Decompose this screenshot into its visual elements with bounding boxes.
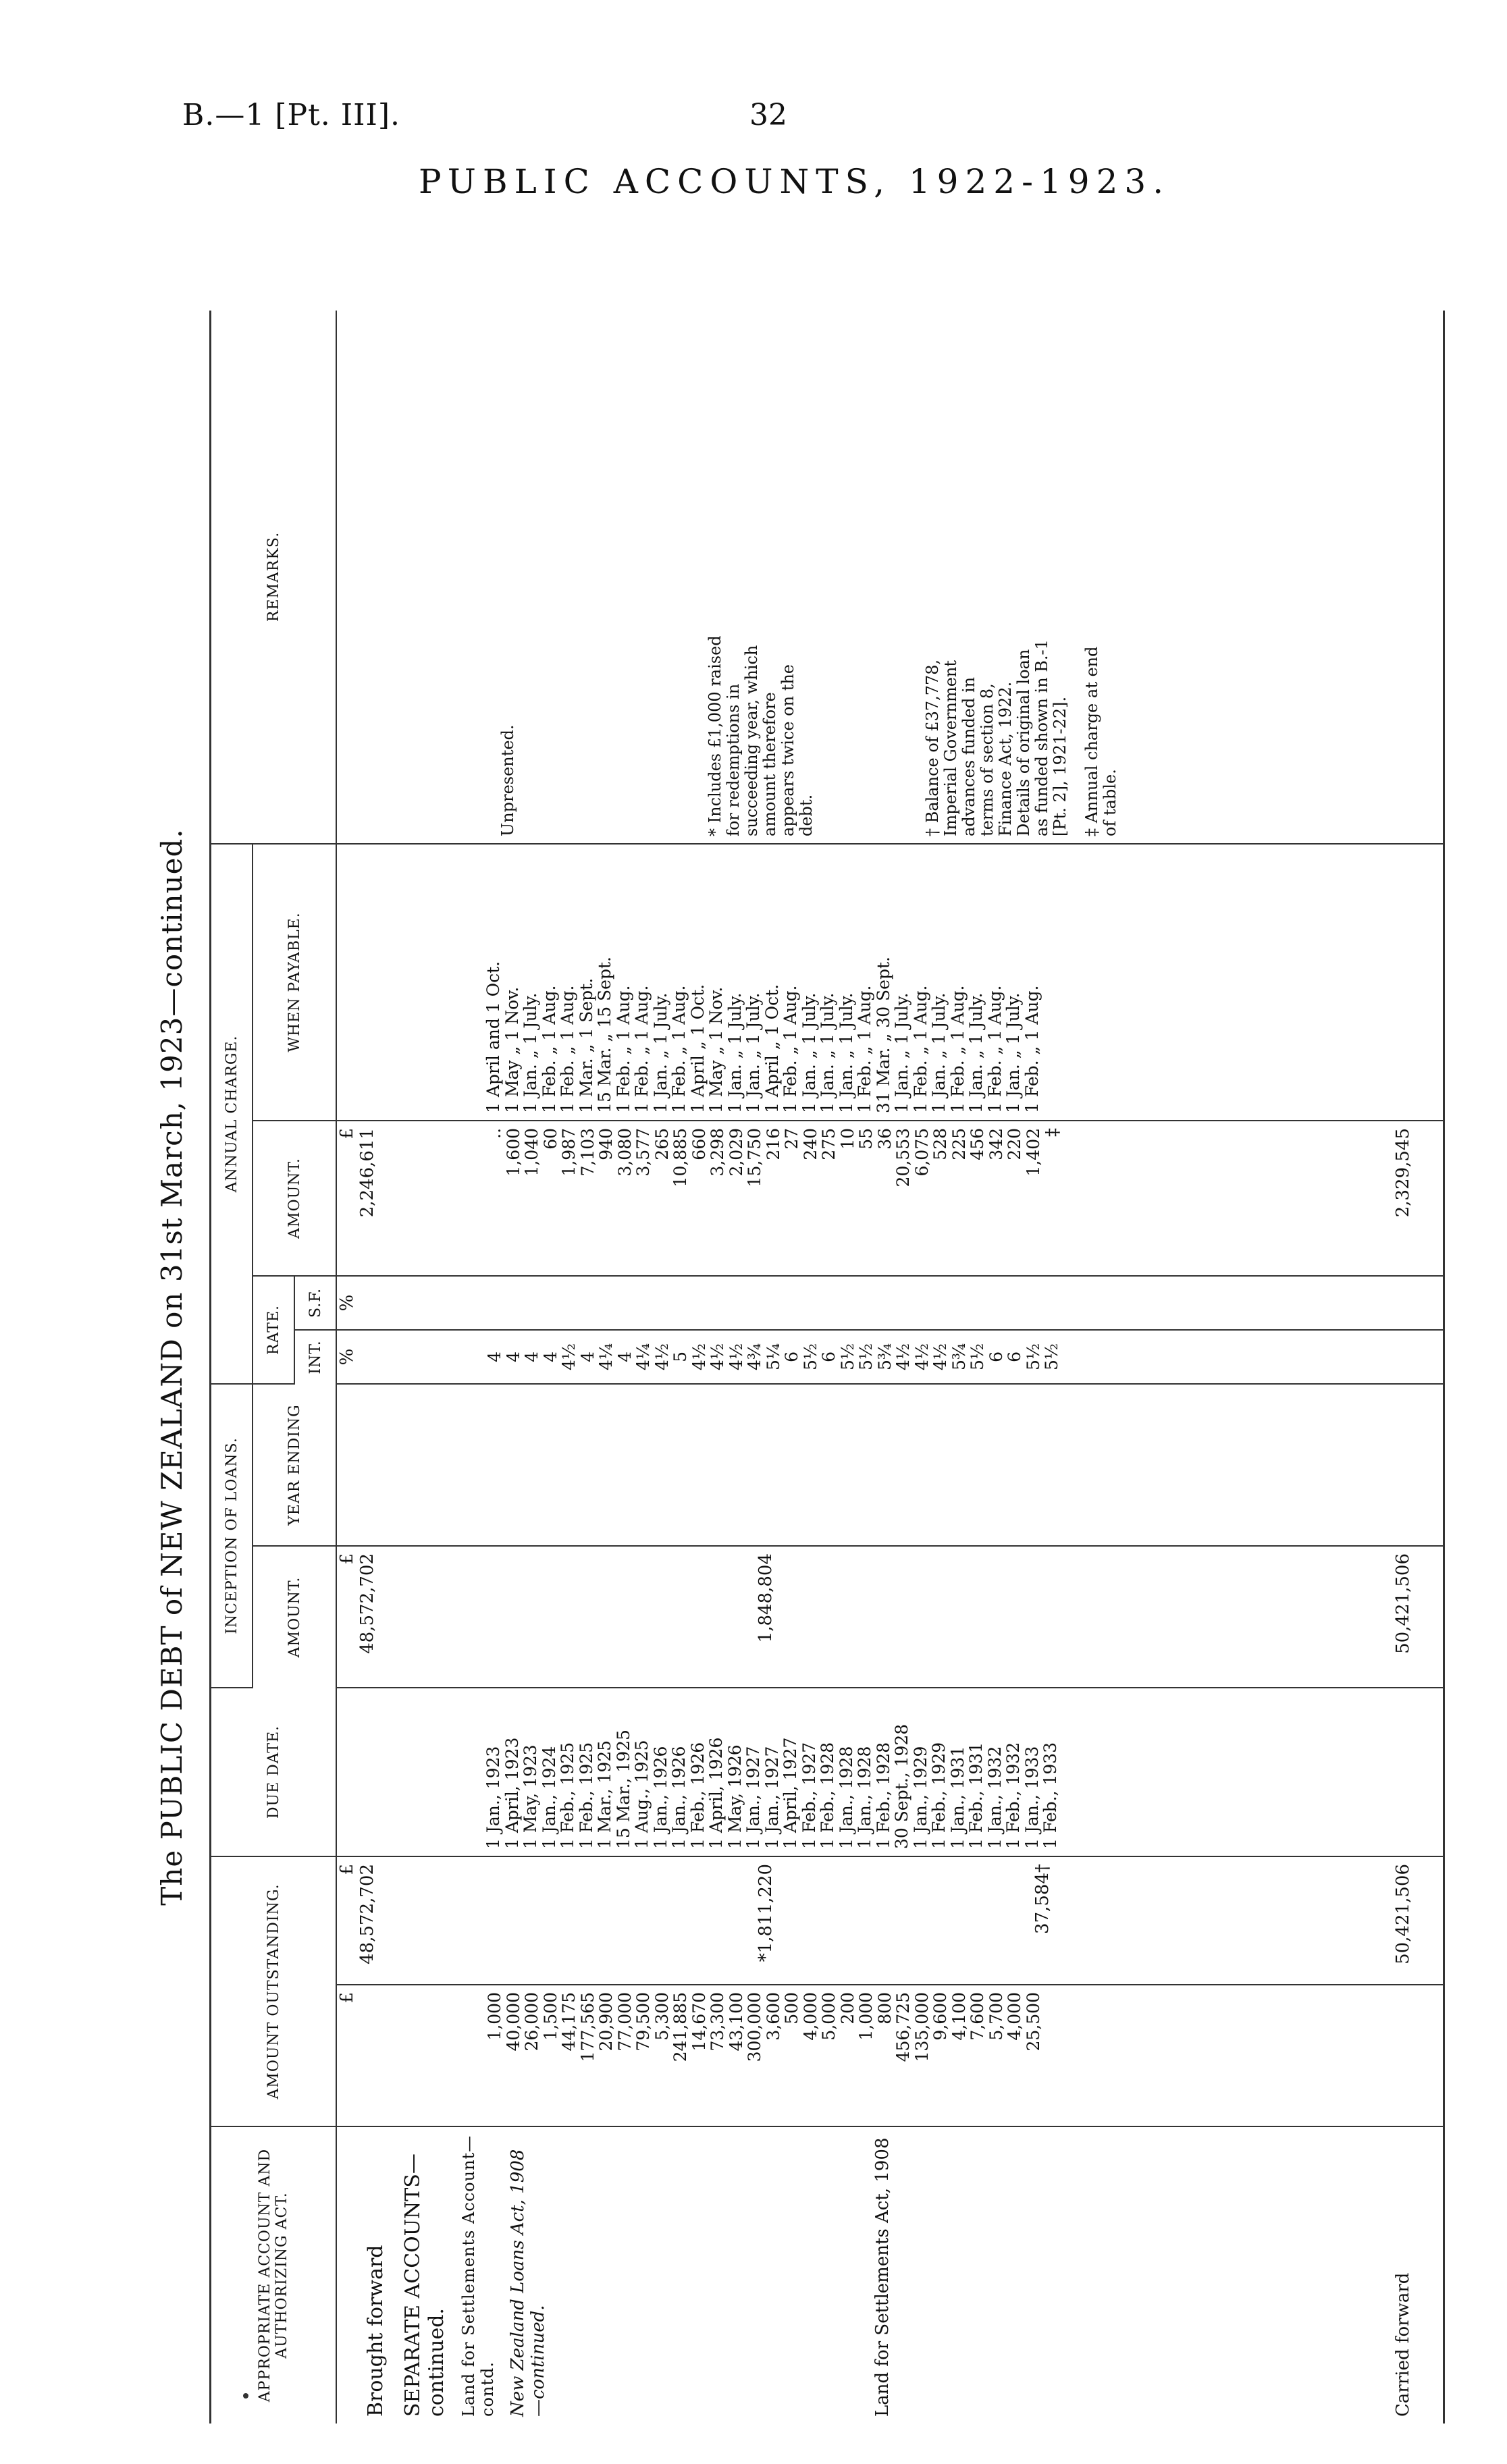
imperial-balance: 37,584† bbox=[1032, 1863, 1053, 1934]
due-date-list bbox=[484, 1695, 1060, 1849]
carried-int-cell bbox=[1369, 1330, 1444, 1384]
due-date-cell bbox=[336, 1688, 1369, 1856]
due-date-value: 1 Jan., 1927 bbox=[762, 1746, 782, 1849]
due-date-value: 1 Feb., 1928 bbox=[873, 1742, 893, 1849]
due-date-value: 1 Mar., 1925 bbox=[595, 1740, 614, 1849]
carried-spacer bbox=[1369, 1985, 1444, 2126]
due-date-value: 1 Feb., 1925 bbox=[576, 1742, 596, 1849]
col-rate-sf: S.F. bbox=[294, 1276, 336, 1330]
annual-amount-value: 2,029 bbox=[726, 1127, 746, 1177]
rate-int-value: 4½ bbox=[559, 1343, 579, 1371]
outstanding-totals-cell bbox=[336, 1856, 1369, 1985]
rate-int-cell bbox=[336, 1330, 1369, 1384]
outstanding-value: 4,100 bbox=[949, 1992, 969, 2041]
rate-int-value: 4 bbox=[540, 1351, 560, 1362]
col-inception: INCEPTION OF LOANS. bbox=[211, 1384, 253, 1688]
due-date-value: 1 Jan., 1928 bbox=[855, 1746, 874, 1849]
stray-dot bbox=[243, 2393, 248, 2399]
when-payable-value: 1 Jan. „ 1 July. bbox=[724, 992, 745, 1113]
table-caption: The PUBLIC DEBT of NEW ZEALAND on 31st March, 1923—continued. bbox=[155, 828, 188, 1906]
annual-amount-value: 528 bbox=[930, 1127, 950, 1160]
annual-amount-value: 15,750 bbox=[745, 1127, 764, 1187]
section-nz-loans-act: New Zealand Loans Act, 1908—continued. bbox=[508, 2149, 548, 2417]
rate-int-value: 4½ bbox=[930, 1343, 950, 1371]
due-date-value: 1 Jan., 1924 bbox=[539, 1746, 559, 1849]
due-date-value: 1 April, 1926 bbox=[706, 1737, 726, 1849]
percent-sign-int: % bbox=[337, 1348, 357, 1366]
rate-int-value: 4 bbox=[577, 1351, 598, 1362]
rate-int-value: 6 bbox=[819, 1351, 839, 1362]
due-date-value: 1 Feb., 1925 bbox=[558, 1742, 577, 1849]
rate-int-value: 4 bbox=[614, 1351, 635, 1362]
annual-amount-value: 220 bbox=[1005, 1127, 1024, 1160]
brought-forward-outstanding: 48,572,702 bbox=[357, 1863, 377, 1964]
remark-unpresented: Unpresented. bbox=[498, 724, 517, 836]
annual-amount-value: 6,075 bbox=[911, 1127, 932, 1177]
carried-inception-cell bbox=[1369, 1546, 1444, 1688]
when-payable-list bbox=[484, 851, 1041, 1113]
outstanding-value: 26,000 bbox=[522, 1992, 541, 2052]
rate-int-value: 4¾ bbox=[745, 1343, 764, 1371]
annual-amount-value: 55 bbox=[856, 1127, 876, 1150]
when-payable-value: 1 Jan. „ 1 July. bbox=[1003, 992, 1023, 1113]
outstanding-value: 3,600 bbox=[763, 1992, 783, 2041]
rate-sf-cell bbox=[336, 1276, 1369, 1330]
outstanding-value: 456,725 bbox=[893, 1992, 913, 2062]
pound-sign: £ bbox=[337, 1992, 357, 2004]
when-payable-value: 1 Feb. „ 1 Aug. bbox=[910, 985, 930, 1113]
section-land-act: Land for Settlements Act, 1908 bbox=[872, 2137, 893, 2417]
rate-int-value: 4 bbox=[485, 1351, 504, 1362]
remark-note-3: ‡ Annual charge at end of table. bbox=[1082, 646, 1119, 836]
due-date-value: 1 Feb., 1933 bbox=[1040, 1742, 1060, 1849]
when-payable-value: 1 Jan. „ 1 July. bbox=[892, 992, 911, 1113]
annual-amount-value: 216 bbox=[763, 1127, 783, 1160]
carried-when-cell bbox=[1369, 844, 1444, 1121]
rate-int-value: 4¼ bbox=[596, 1343, 616, 1371]
when-payable-value: 1 Jan. „ 1 July. bbox=[929, 992, 949, 1113]
annual-amount-value: 1,402 bbox=[1023, 1127, 1043, 1177]
annual-amount-value: 36 bbox=[874, 1127, 895, 1150]
land-act-outstanding-total: *1,811,220 bbox=[756, 1863, 776, 1962]
outstanding-value: 300,000 bbox=[745, 1992, 764, 2062]
rate-int-value: 4½ bbox=[652, 1343, 672, 1371]
due-date-value: 1 Feb., 1927 bbox=[799, 1742, 819, 1849]
section-separate: SEPARATE ACCOUNTS—continued. bbox=[401, 2153, 448, 2417]
annual-amount-cell bbox=[336, 1121, 1369, 1276]
annual-amount-value: 1,987 bbox=[559, 1127, 579, 1177]
outstanding-value: 7,600 bbox=[968, 1992, 987, 2041]
rate-int-value: 5½ bbox=[968, 1343, 987, 1371]
col-account: APPROPRIATE ACCOUNT AND AUTHORIZING ACT. bbox=[211, 2126, 337, 2423]
due-date-value: 1 Aug., 1925 bbox=[632, 1740, 652, 1849]
annual-amount-value: 456 bbox=[968, 1127, 987, 1160]
rate-int-value: 5¼ bbox=[763, 1343, 783, 1371]
carried-outstanding-cell bbox=[1369, 1856, 1444, 1985]
when-payable-value: 1 May „ 1 Nov. bbox=[502, 986, 522, 1113]
col-due: DUE DATE. bbox=[211, 1688, 337, 1856]
carried-forward-annual: 2,329,545 bbox=[1393, 1127, 1413, 1218]
outstanding-value: 9,600 bbox=[930, 1992, 950, 2041]
when-payable-value: 1 Feb. „ 1 Aug. bbox=[632, 985, 652, 1113]
when-payable-value: 1 Jan. „ 1 July. bbox=[650, 992, 670, 1113]
outstanding-list bbox=[485, 1992, 1042, 2119]
due-date-value: 1 Jan., 1927 bbox=[743, 1746, 763, 1849]
percent-sign-sf: % bbox=[337, 1294, 357, 1312]
annual-amount-value: 10,885 bbox=[670, 1127, 690, 1187]
due-date-value: 1 Feb., 1926 bbox=[687, 1742, 708, 1849]
when-payable-value: 1 Feb. „ 1 Aug. bbox=[1022, 985, 1042, 1113]
due-date-value: 1 Jan., 1923 bbox=[483, 1746, 503, 1849]
inception-year-cell bbox=[336, 1384, 1369, 1546]
rate-int-value: 6 bbox=[1005, 1351, 1024, 1362]
rate-int-value: 5¾ bbox=[949, 1343, 969, 1371]
annual-amount-value: 342 bbox=[986, 1127, 1006, 1160]
when-payable-value: 15 Mar. „ 15 Sept. bbox=[595, 957, 614, 1113]
annual-amount-value: 3,080 bbox=[614, 1127, 635, 1177]
due-date-value: 1 Feb., 1929 bbox=[929, 1742, 949, 1849]
when-payable-value: 1 Feb. „ 1 Aug. bbox=[855, 985, 874, 1113]
due-date-value: 30 Sept., 1928 bbox=[892, 1723, 911, 1849]
annual-amount-value: 27 bbox=[782, 1127, 801, 1150]
when-payable-value: 1 Feb. „ 1 Aug. bbox=[613, 985, 633, 1113]
col-annual: ANNUAL CHARGE. bbox=[211, 844, 253, 1384]
due-date-value: 1 Feb., 1931 bbox=[966, 1742, 986, 1849]
when-payable-value: 1 Mar. „ 1 Sept. bbox=[576, 977, 596, 1113]
rate-int-list bbox=[485, 1337, 1061, 1376]
rate-int-value: 4½ bbox=[726, 1343, 746, 1371]
annual-amount-value: 1,040 bbox=[522, 1127, 541, 1177]
outstanding-value: 4,000 bbox=[1005, 1992, 1024, 2041]
when-payable-value: 1 Jan. „ 1 July. bbox=[743, 992, 763, 1113]
due-date-value: 1 April, 1923 bbox=[502, 1737, 522, 1849]
outstanding-value: 135,000 bbox=[911, 1992, 932, 2062]
due-date-value: 1 Jan., 1931 bbox=[947, 1746, 968, 1849]
when-payable-value: 1 April „ 1 Oct. bbox=[762, 984, 782, 1113]
rate-int-value: 6 bbox=[782, 1351, 801, 1362]
due-date-value: 15 Mar., 1925 bbox=[613, 1730, 633, 1849]
when-payable-value: 1 Feb. „ 1 Aug. bbox=[781, 985, 800, 1113]
rotated-table-region bbox=[155, 311, 1418, 2423]
pound-sign-2: £ bbox=[337, 1863, 357, 1875]
rate-int-value: 4 bbox=[503, 1351, 523, 1362]
col-inception-amount: AMOUNT. bbox=[253, 1546, 336, 1688]
remarks-cell bbox=[336, 311, 1369, 844]
outstanding-value: 5,700 bbox=[986, 1992, 1006, 2041]
annual-amount-value: 3,298 bbox=[708, 1127, 727, 1177]
rate-int-value: 5½ bbox=[1023, 1343, 1043, 1371]
due-date-value: 1 May, 1926 bbox=[724, 1744, 745, 1849]
annual-amount-value: 3,577 bbox=[633, 1127, 653, 1177]
remark-note-1: * Includes £1,000 raised for redemptions in succeeding year, which amount therefore appears twice on the debt. bbox=[706, 635, 816, 836]
inception-amount-cell bbox=[336, 1546, 1369, 1688]
annual-amount-value: .. bbox=[485, 1127, 504, 1139]
annual-amount-value: 10 bbox=[837, 1127, 857, 1150]
page-title: PUBLIC ACCOUNTS, 1922-1923. bbox=[419, 162, 1171, 201]
carried-annual-cell bbox=[1369, 1121, 1444, 1276]
rate-int-value: 4 bbox=[522, 1351, 541, 1362]
due-date-value: 1 Feb., 1932 bbox=[1003, 1742, 1023, 1849]
annual-amount-value: 60 bbox=[540, 1127, 560, 1150]
rate-int-value: 5¾ bbox=[874, 1343, 895, 1371]
rate-int-value: 5 bbox=[670, 1351, 690, 1362]
due-date-value: 1 May, 1923 bbox=[521, 1744, 540, 1849]
when-payable-value: 1 April and 1 Oct. bbox=[483, 961, 503, 1113]
brought-forward-annual: 2,246,611 bbox=[357, 1127, 377, 1218]
when-payable-value: 1 Feb. „ 1 Aug. bbox=[984, 985, 1005, 1113]
outstanding-value: 73,300 bbox=[708, 1992, 727, 2052]
outstanding-value: 44,175 bbox=[559, 1992, 579, 2052]
outstanding-value: 14,670 bbox=[689, 1992, 709, 2052]
when-payable-value: 31 Mar. „ 30 Sept. bbox=[873, 957, 893, 1113]
outstanding-value: 77,000 bbox=[614, 1992, 635, 2052]
land-act-inception-total: 1,848,804 bbox=[756, 1553, 776, 1643]
col-remarks: REMARKS. bbox=[211, 311, 337, 844]
annual-amount-list bbox=[485, 1128, 1042, 1268]
annual-amount-value: 940 bbox=[596, 1127, 616, 1160]
annual-amount-value: 265 bbox=[652, 1127, 672, 1160]
document-code: B.—1 [Pt. III]. bbox=[182, 98, 401, 132]
rate-int-value: 5½ bbox=[856, 1343, 876, 1371]
col-annual-amount: AMOUNT. bbox=[253, 1121, 336, 1276]
rate-int-value: 4½ bbox=[893, 1343, 913, 1371]
when-payable-value: 1 Feb. „ 1 Aug. bbox=[558, 985, 577, 1113]
due-date-value: 1 Jan., 1929 bbox=[910, 1746, 930, 1849]
when-payable-value: 1 Jan. „ 1 July. bbox=[799, 992, 819, 1113]
carried-due-cell bbox=[1369, 1688, 1444, 1856]
rate-int-value: 4½ bbox=[708, 1343, 727, 1371]
public-debt-table bbox=[209, 311, 1445, 2423]
outstanding-value: 25,500 bbox=[1023, 1992, 1043, 2052]
outstanding-value: 40,000 bbox=[503, 1992, 523, 2052]
rate-int-value: 5½ bbox=[837, 1343, 857, 1371]
rate-int-value: 4½ bbox=[689, 1343, 709, 1371]
rate-int-value: 4½ bbox=[911, 1343, 932, 1371]
carried-forward-label-cell bbox=[1369, 2126, 1444, 2423]
due-date-value: 1 Jan., 1932 bbox=[984, 1746, 1005, 1849]
pound-sign-3: £ bbox=[337, 1553, 357, 1565]
when-payable-cell bbox=[336, 844, 1369, 1121]
annual-amount-value: 7,103 bbox=[577, 1127, 598, 1177]
page-number: 32 bbox=[749, 98, 787, 132]
col-rate: RATE. bbox=[253, 1276, 294, 1384]
outstanding-value: 177,565 bbox=[577, 1992, 598, 2062]
when-payable-value: 1 Jan. „ 1 July. bbox=[521, 992, 540, 1113]
outstanding-value: 500 bbox=[782, 1992, 801, 2025]
carried-forward-outstanding: 50,421,506 bbox=[1393, 1863, 1413, 1964]
due-date-value: 1 April, 1927 bbox=[781, 1737, 800, 1849]
outstanding-value: 1,000 bbox=[856, 1992, 876, 2041]
outstanding-value: 4,000 bbox=[800, 1992, 820, 2041]
carried-remarks-cell bbox=[1369, 311, 1444, 844]
when-payable-value: 1 Feb. „ 1 Aug. bbox=[539, 985, 559, 1113]
due-date-value: 1 Feb., 1928 bbox=[818, 1742, 837, 1849]
brought-forward-label: Brought forward bbox=[364, 2245, 388, 2417]
outstanding-value: 5,000 bbox=[819, 1992, 839, 2041]
due-date-value: 1 Jan., 1926 bbox=[650, 1746, 670, 1849]
col-when-payable: WHEN PAYABLE. bbox=[253, 844, 336, 1121]
section-land-account: Land for Settlements Account—contd. bbox=[459, 2135, 497, 2417]
rate-int-value: 4¼ bbox=[633, 1343, 653, 1371]
outstanding-value: 20,900 bbox=[596, 1992, 616, 2052]
carried-forward-label: Carried forward bbox=[1393, 2272, 1413, 2417]
annual-amount-value: 1,600 bbox=[503, 1127, 523, 1177]
col-inception-year: YEAR ENDING bbox=[253, 1384, 336, 1546]
when-payable-value: 1 Jan. „ 1 July. bbox=[818, 992, 837, 1113]
outstanding-value: 5,300 bbox=[652, 1992, 672, 2041]
when-payable-value: 1 Jan. „ 1 July. bbox=[966, 992, 986, 1113]
due-date-value: 1 Jan., 1926 bbox=[669, 1746, 689, 1849]
carried-sf-cell bbox=[1369, 1276, 1444, 1330]
when-payable-value: 1 April „ 1 Oct. bbox=[687, 984, 708, 1113]
when-payable-value: 1 Feb. „ 1 Aug. bbox=[947, 985, 968, 1113]
carried-forward-inception: 50,421,506 bbox=[1393, 1553, 1413, 1654]
annual-amount-value: 225 bbox=[949, 1127, 969, 1160]
col-outstanding: AMOUNT OUTSTANDING. bbox=[211, 1856, 337, 2126]
outstanding-value: 79,500 bbox=[633, 1992, 653, 2052]
remark-note-2: † Balance of £37,778, Imperial Government advances funded in terms of section 8, Finance Act, 1922. Details of original loan as funded shown in B.-1 [Pt. 2], 1921-22]. bbox=[923, 639, 1069, 836]
due-date-value: 1 Jan., 1933 bbox=[1022, 1746, 1042, 1849]
annual-dagger: ‡ bbox=[1042, 1127, 1063, 1137]
col-rate-int: INT. bbox=[294, 1330, 336, 1384]
rate-int-value: 5½ bbox=[800, 1343, 820, 1371]
annual-amount-value: 20,553 bbox=[893, 1127, 913, 1187]
outstanding-value: 43,100 bbox=[726, 1992, 746, 2052]
account-cell bbox=[336, 2126, 1369, 2423]
outstanding-value: 1,000 bbox=[485, 1992, 504, 2041]
when-payable-value: 1 Jan. „ 1 July. bbox=[836, 992, 856, 1113]
annual-amount-value: 275 bbox=[819, 1127, 839, 1160]
carried-year-cell bbox=[1369, 1384, 1444, 1546]
annual-amount-value: 660 bbox=[689, 1127, 709, 1160]
outstanding-value: 800 bbox=[874, 1992, 895, 2025]
outstanding-value: 241,885 bbox=[670, 1992, 690, 2062]
outstanding-value: 200 bbox=[837, 1992, 857, 2025]
when-payable-value: 1 Feb. „ 1 Aug. bbox=[669, 985, 689, 1113]
outstanding-items-cell bbox=[336, 1985, 1369, 2126]
rate-int-value: 6 bbox=[986, 1351, 1006, 1362]
outstanding-value: 1,500 bbox=[540, 1992, 560, 2041]
brought-forward-inception: 48,572,702 bbox=[357, 1553, 377, 1654]
pound-sign-4: £ bbox=[337, 1127, 357, 1140]
rate-int-value: 5½ bbox=[1042, 1343, 1061, 1371]
due-date-value: 1 Jan., 1928 bbox=[836, 1746, 856, 1849]
annual-amount-value: 240 bbox=[800, 1127, 820, 1160]
when-payable-value: 1 May „ 1 Nov. bbox=[706, 986, 726, 1113]
